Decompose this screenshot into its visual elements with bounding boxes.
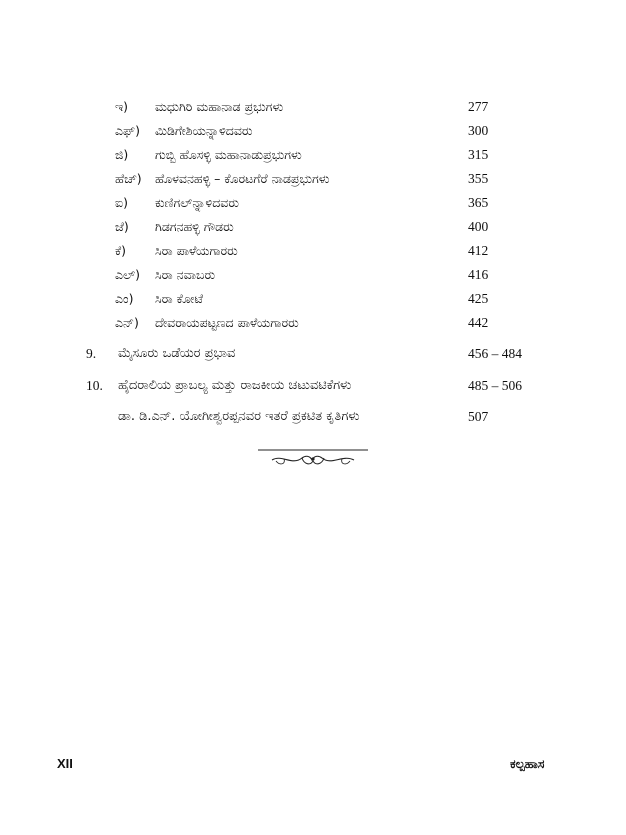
toc-sub-entry xyxy=(0,216,626,238)
entry-page: 412 xyxy=(468,243,489,258)
toc-sub-entry xyxy=(0,96,626,118)
chapter-pages: 507 xyxy=(468,409,489,424)
entry-marker: ಇ) xyxy=(115,99,129,114)
toc-sub-entry xyxy=(0,240,626,262)
entry-marker: ಎನ್) xyxy=(115,315,139,330)
chapter-title: ಹೈದರಾಲಿಯ ಪ್ರಾಬಲ್ಯ ಮತ್ತು ರಾಜಕೀಯ ಚಟುವಟಿಕೆಗಳು xyxy=(118,378,352,393)
entry-marker: ಎಲ್) xyxy=(115,267,141,282)
chapter-pages: 485 – 506 xyxy=(468,378,522,393)
toc-sub-entry xyxy=(0,288,626,310)
toc-sub-entry xyxy=(0,264,626,286)
entry-page: 425 xyxy=(468,291,489,306)
toc-sub-entry xyxy=(0,192,626,214)
toc-sub-entry xyxy=(0,120,626,142)
decorative-ornament-icon xyxy=(254,446,372,472)
entry-marker: ಜಿ) xyxy=(115,147,129,162)
page-number-label: XII xyxy=(57,756,73,771)
toc-main-entry xyxy=(0,343,626,365)
toc-main-entry xyxy=(0,406,626,428)
book-title: ಕಲ್ಪಹಾಸ xyxy=(510,756,545,771)
entry-page: 416 xyxy=(468,267,489,282)
entry-marker: ಹೆಚ್) xyxy=(115,171,142,186)
toc-sub-entry xyxy=(0,312,626,334)
entry-title: ಹೊಳವನಹಳ್ಳಿ – ಕೊರಟಗೆರೆ ನಾಡಪ್ರಭುಗಳು xyxy=(155,171,330,186)
entry-page: 365 xyxy=(468,195,489,210)
toc-main-entry xyxy=(0,375,626,397)
entry-title: ದೇವರಾಯಪಟ್ಟಣದ ಪಾಳೆಯಗಾರರು xyxy=(155,315,299,330)
entry-page: 300 xyxy=(468,123,489,138)
entry-title: ಗಿಡಗನಹಳ್ಳಿ ಗೌಡರು xyxy=(155,219,234,234)
chapter-number: 9. xyxy=(86,346,97,361)
entry-marker: ಕೆ) xyxy=(115,243,127,258)
entry-title: ಮಧುಗಿರಿ ಮಹಾನಾಡ ಪ್ರಭುಗಳು xyxy=(155,99,284,114)
entry-title: ಕುಣಿಗಲ್‌ನ್ನಾಳಿದವರು xyxy=(155,195,239,210)
toc-sub-entry xyxy=(0,144,626,166)
entry-page: 277 xyxy=(468,99,489,114)
entry-marker: ಎಫ್) xyxy=(115,123,140,138)
chapter-number: 10. xyxy=(86,378,103,393)
entry-marker: ಐ) xyxy=(115,195,128,210)
entry-title: ಸಿರಾ ನವಾಬರು xyxy=(155,267,216,282)
entry-title: ಮಿಡಿಗೇಶಿಯನ್ನಾಳಿದವರು xyxy=(155,123,253,138)
entry-page: 400 xyxy=(468,219,489,234)
entry-page: 355 xyxy=(468,171,489,186)
toc-sub-entry xyxy=(0,168,626,190)
entry-marker: ಎಂ) xyxy=(115,291,134,306)
chapter-pages: 456 – 484 xyxy=(468,346,522,361)
entry-title: ಗುಬ್ಬಿ ಹೊಸಳ್ಳಿ ಮಹಾನಾಡುಪ್ರಭುಗಳು xyxy=(155,147,302,162)
entry-title: ಸಿರಾ ಕೋಟೆ xyxy=(155,291,204,306)
entry-page: 442 xyxy=(468,315,489,330)
chapter-title: ಮೈಸೂರು ಒಡೆಯರ ಪ್ರಭಾವ xyxy=(118,346,236,361)
entry-page: 315 xyxy=(468,147,489,162)
entry-marker: ಜೆ) xyxy=(115,219,129,234)
entry-title: ಸಿರಾ ಪಾಳೆಯಗಾರರು xyxy=(155,243,238,258)
chapter-title: ಡಾ. ಡಿ.ಎನ್. ಯೋಗೀಶ್ವರಪ್ಪನವರ ಇತರೆ ಪ್ರಕಟಿತ ಕೃತಿಗಳು xyxy=(118,409,360,424)
